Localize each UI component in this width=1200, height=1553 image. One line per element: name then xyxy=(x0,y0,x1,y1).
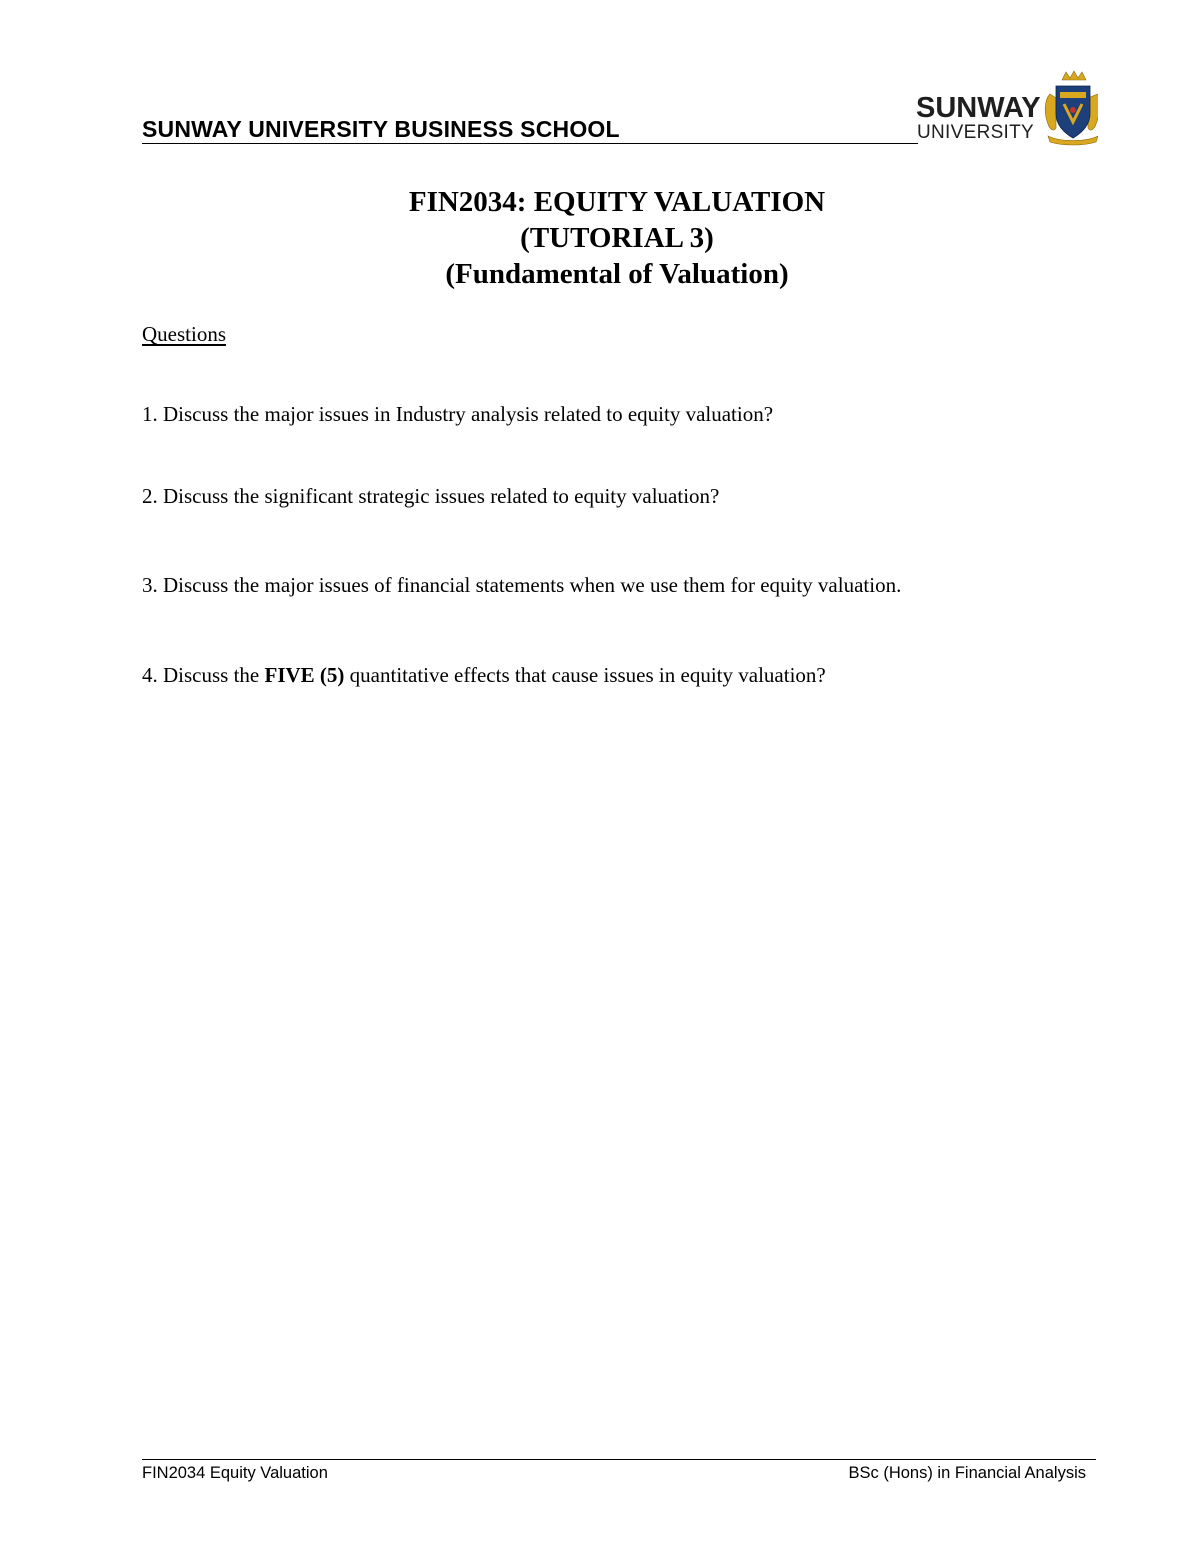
question-text-prefix: Discuss the xyxy=(163,663,260,687)
questions-heading: Questions xyxy=(142,322,226,346)
footer-divider xyxy=(142,1459,1096,1460)
question-text: Discuss the major issues in Industry analysis related to equity valuation? xyxy=(163,402,774,426)
document-title xyxy=(0,184,1200,292)
course-title: FIN2034: EQUITY VALUATION xyxy=(408,186,826,218)
question-number: 2. xyxy=(142,484,158,508)
logo-line2: UNIVERSITY xyxy=(917,122,1035,143)
question-number: 4. xyxy=(142,663,158,687)
question-number: 3. xyxy=(142,573,158,597)
question-text-suffix: quantitative effects that cause issues in equity valuation? xyxy=(349,663,826,687)
tutorial-topic: (Fundamental of Valuation) xyxy=(445,258,789,290)
logo-line1: SUNWAY xyxy=(916,92,1041,124)
question-text: Discuss the significant strategic issues related to equity valuation? xyxy=(163,484,720,508)
header-divider xyxy=(142,143,918,144)
footer-course: FIN2034 Equity Valuation xyxy=(142,1464,328,1482)
question-item xyxy=(142,484,719,509)
school-name: SUNWAY UNIVERSITY BUSINESS SCHOOL xyxy=(142,116,620,142)
tutorial-number: (TUTORIAL 3) xyxy=(520,222,714,254)
question-item xyxy=(142,402,773,427)
footer-programme: BSc (Hons) in Financial Analysis xyxy=(848,1464,1086,1482)
question-text: Discuss the major issues of financial statements when we use them for equity valuation. xyxy=(163,573,902,597)
question-emphasis: FIVE (5) xyxy=(264,663,345,687)
university-logo xyxy=(914,70,1098,146)
question-item xyxy=(142,573,901,598)
question-item xyxy=(142,663,826,688)
university-crest-icon xyxy=(1045,71,1098,145)
question-number: 1. xyxy=(142,402,158,426)
